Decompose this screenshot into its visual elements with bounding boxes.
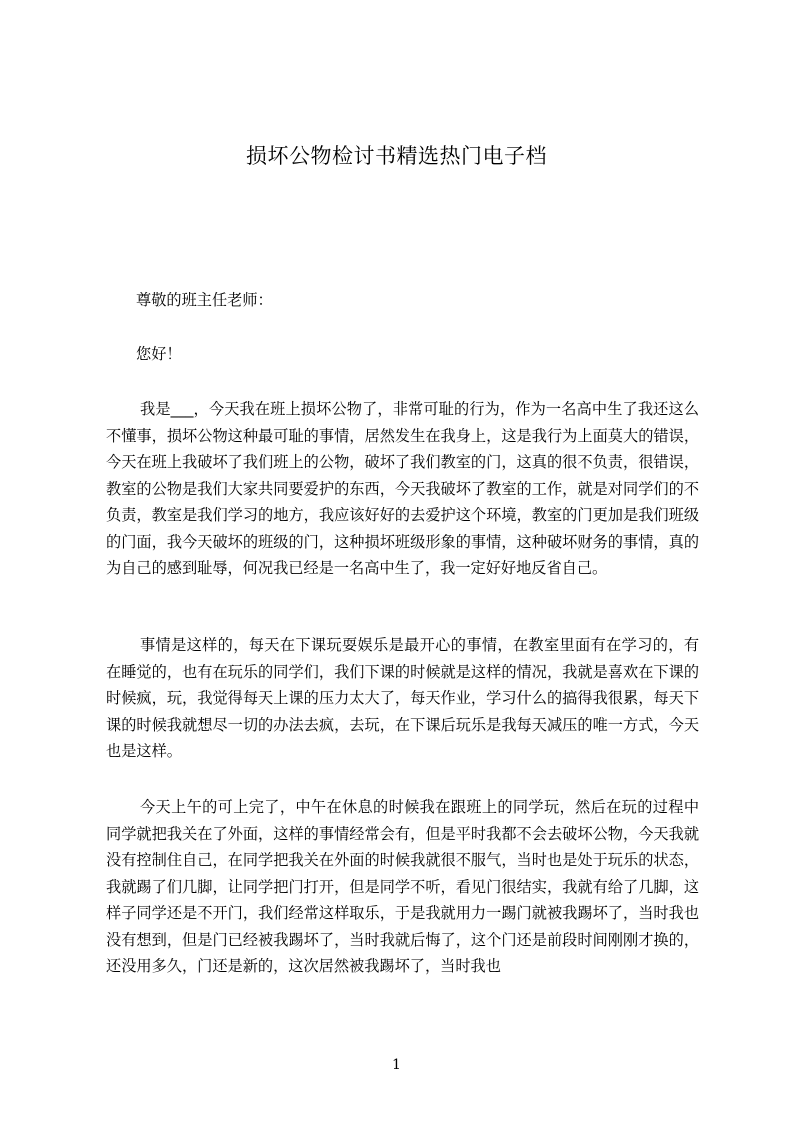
body-paragraph-3	[106, 794, 699, 980]
paragraph-text: 今天上午的可上完了，中午在休息的时候我在跟班上的同学玩，然后在玩的过程中同学就把我关在了外面，这样的事情经常会有，但是平时我都不会去破坏公物，今天我就没有控制住自己，在同学把我关在外面的时候我就很不服气，当时也是处于玩乐的状态，我就踢了们几脚，让同学把门打开，但是同学不听，看见门很结实，我就有给了几脚，这样子同学还是不开门，我们经常这样取乐，于是我就用力一踢门就被我踢坏了，当时我也没有想到，但是门已经被我踢坏了，当时我就后悔了，这个门还是前段时间刚刚才换的，还没用多久，门还是新的，这次居然被我踢坏了，当时我也	[106, 798, 699, 975]
salutation: 尊敬的班主任老师：	[136, 291, 273, 309]
greeting: 您好！	[136, 345, 182, 363]
body-paragraph-2	[106, 632, 699, 765]
page-number: 1	[392, 1057, 401, 1073]
paragraph-text: 事情是这样的，每天在下课玩耍娱乐是最开心的事情，在教室里面有在学习的，有在睡觉的，也有在玩乐的同学们，我们下课的时候就是这样的情况，我就是喜欢在下课的时候疯，玩，我觉得每天上课的压力太大了，每天作业，学习什么的搞得我很累，每天下课的时候我就想尽一切的办法去疯，去玩，在下课后玩乐是我每天减压的唯一方式，今天也是这样。	[106, 636, 699, 760]
document-title: 损坏公物检讨书精选热门电子档	[246, 144, 547, 168]
paragraph-text: 我是___，今天我在班上损坏公物了，非常可耻的行为，作为一名高中生了我还这么不懂事，损坏公物这种最可耻的事情，居然发生在我身上，这是我行为上面莫大的错误，今天在班上我破坏了我们班上的公物，破坏了我们教室的门，这真的很不负责，很错误，教室的公物是我们大家共同要爱护的东西，今天我破坏了教室的工作，就是对同学们的不负责，教室是我们学习的地方，我应该好好的去爱护这个环境，教室的门更加是我们班级的门面，我今天破坏的班级的门，这种损坏班级形象的事情，这种破坏财务的事情，真的为自己的感到耻辱，何况我已经是一名高中生了，我一定好好地反省自己。	[106, 400, 699, 577]
body-paragraph-1	[106, 396, 699, 582]
